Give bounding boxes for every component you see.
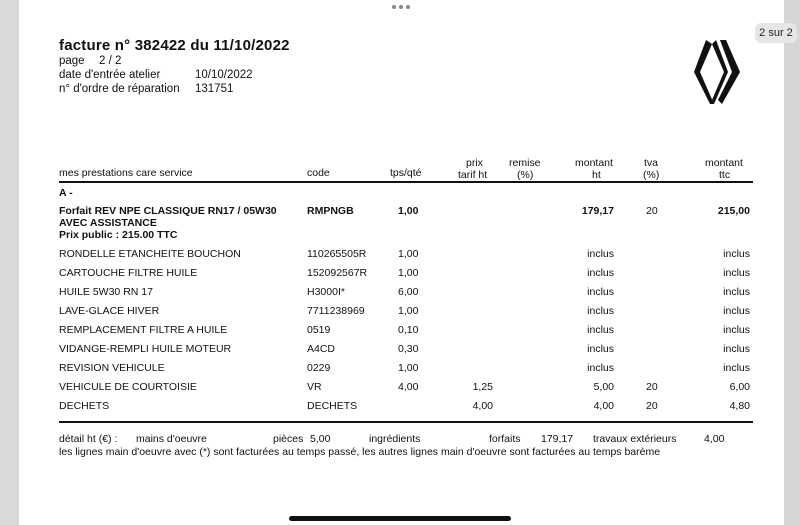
packages-label: forfaits xyxy=(489,433,521,445)
table-row xyxy=(0,343,800,362)
row-montant-ttc: inclus xyxy=(723,248,750,260)
parts-value: 5,00 xyxy=(310,433,331,445)
table-row xyxy=(0,400,800,419)
table-row xyxy=(0,324,800,343)
row-montant-ttc: 4,80 xyxy=(729,400,750,412)
row-description: HUILE 5W30 RN 17 xyxy=(59,286,153,298)
row-description: LAVE-GLACE HIVER xyxy=(59,305,160,317)
row-code: H3000I* xyxy=(307,286,345,298)
row-description: RONDELLE ETANCHEITE BOUCHON xyxy=(59,248,241,260)
table-row xyxy=(0,305,800,324)
package-qty: 1,00 xyxy=(398,205,419,217)
header-prix-1: prix xyxy=(466,157,483,169)
footer-note: les lignes main d'oeuvre avec (*) sont facturées au temps passé, les autres lignes main d'oeuvre sont facturées au temps barème xyxy=(59,446,661,458)
package-code: RMPNGB xyxy=(307,205,354,217)
grip-dot xyxy=(406,5,410,9)
grip-dot xyxy=(399,5,403,9)
header-remise-1: remise xyxy=(509,157,541,169)
header-remise-2: (%) xyxy=(517,169,534,181)
row-montant-ttc: inclus xyxy=(723,267,750,279)
row-description: REMPLACEMENT FILTRE A HUILE xyxy=(59,324,228,336)
row-description: REVISION VEHICULE xyxy=(59,362,165,374)
external-work-label: travaux extérieurs xyxy=(593,433,677,445)
header-montant-ht-2: ht xyxy=(592,169,601,181)
drag-handle[interactable] xyxy=(392,5,410,9)
detail-label: détail ht (€) : xyxy=(59,433,118,445)
table-row xyxy=(0,362,800,381)
table-row xyxy=(0,248,800,267)
header-prestations: mes prestations care service xyxy=(59,167,193,179)
row-montant-ttc: inclus xyxy=(723,324,750,336)
row-montant-ttc: inclus xyxy=(723,362,750,374)
package-montant-ht: 179,17 xyxy=(581,205,614,217)
row-code: 7711238969 xyxy=(307,305,365,317)
row-montant-ht: inclus xyxy=(587,286,614,298)
row-qty: 1,00 xyxy=(398,305,419,317)
row-tva: 20 xyxy=(646,400,658,412)
labour-label: mains d'oeuvre xyxy=(136,433,207,445)
row-montant-ttc: inclus xyxy=(723,305,750,317)
row-qty: 1,00 xyxy=(398,267,419,279)
row-qty: 1,00 xyxy=(398,362,419,374)
header-qty: tps/qté xyxy=(390,167,422,179)
row-code: 0519 xyxy=(307,324,331,336)
header-montant-ttc-1: montant xyxy=(705,157,743,169)
header-montant-ht-1: montant xyxy=(575,157,613,169)
row-montant-ht: inclus xyxy=(587,267,614,279)
grip-dot xyxy=(392,5,396,9)
row-qty: 1,00 xyxy=(398,248,419,260)
page-label: page xyxy=(59,55,85,67)
row-qty: 4,00 xyxy=(398,381,419,393)
row-qty: 0,10 xyxy=(398,324,419,336)
row-code: 0229 xyxy=(307,362,331,374)
header-rule xyxy=(59,181,753,183)
table-row xyxy=(0,381,800,400)
row-montant-ht: inclus xyxy=(587,248,614,260)
row-code: VR xyxy=(307,381,322,393)
invoice-title: facture n° 382422 du 11/10/2022 xyxy=(59,37,290,54)
row-montant-ht: inclus xyxy=(587,305,614,317)
renault-logo-icon xyxy=(692,40,742,104)
header-code: code xyxy=(307,167,330,179)
header-tva-2: (%) xyxy=(643,169,660,181)
ingredients-label: ingrédients xyxy=(369,433,421,445)
row-description: VIDANGE-REMPLI HUILE MOTEUR xyxy=(59,343,232,355)
row-prix-ht: 1,25 xyxy=(472,381,493,393)
row-description: VEHICULE DE COURTOISIE xyxy=(59,381,197,393)
row-montant-ht: inclus xyxy=(587,324,614,336)
package-tva: 20 xyxy=(646,205,658,217)
header-montant-ttc-2: ttc xyxy=(719,169,731,181)
parts-label: pièces xyxy=(273,433,304,445)
header-prix-2: tarif ht xyxy=(458,169,488,181)
section-label: A - xyxy=(59,187,73,199)
packages-value: 179,17 xyxy=(541,433,574,445)
table-row xyxy=(0,267,800,286)
package-name-line1: Forfait REV NPE CLASSIQUE RN17 / 05W30 xyxy=(59,205,277,217)
row-montant-ttc: inclus xyxy=(723,343,750,355)
row-montant-ht: 5,00 xyxy=(593,381,614,393)
row-qty: 6,00 xyxy=(398,286,419,298)
table-row xyxy=(0,286,800,305)
row-tva: 20 xyxy=(646,381,658,393)
row-code: 152092567R xyxy=(307,267,368,279)
header-tva-1: tva xyxy=(644,157,659,169)
entry-date-value: 10/10/2022 xyxy=(195,69,253,81)
row-montant-ttc: inclus xyxy=(723,286,750,298)
row-code: A4CD xyxy=(307,343,336,355)
row-code: 110265505R xyxy=(307,248,367,260)
repair-order-label: n° d'ordre de réparation xyxy=(59,83,180,95)
package-montant-ttc: 215,00 xyxy=(717,205,750,217)
row-description: CARTOUCHE FILTRE HUILE xyxy=(59,267,198,279)
row-qty: 0,30 xyxy=(398,343,419,355)
external-work-value: 4,00 xyxy=(704,433,725,445)
row-montant-ttc: 6,00 xyxy=(729,381,750,393)
entry-date-label: date d'entrée atelier xyxy=(59,69,161,81)
row-montant-ht: inclus xyxy=(587,362,614,374)
package-name-line2: AVEC ASSISTANCE xyxy=(59,217,157,229)
page-value: 2 / 2 xyxy=(99,55,122,67)
row-code: DECHETS xyxy=(307,400,358,412)
row-prix-ht: 4,00 xyxy=(472,400,493,412)
page-indicator: 2 sur 2 xyxy=(755,23,797,43)
row-montant-ht: inclus xyxy=(587,343,614,355)
row-montant-ht: 4,00 xyxy=(593,400,614,412)
repair-order-value: 131751 xyxy=(195,83,234,95)
row-description: DECHETS xyxy=(59,400,110,412)
package-public-price: Prix public : 215.00 TTC xyxy=(59,229,178,241)
footer-rule xyxy=(59,421,753,423)
home-indicator[interactable] xyxy=(289,516,511,521)
